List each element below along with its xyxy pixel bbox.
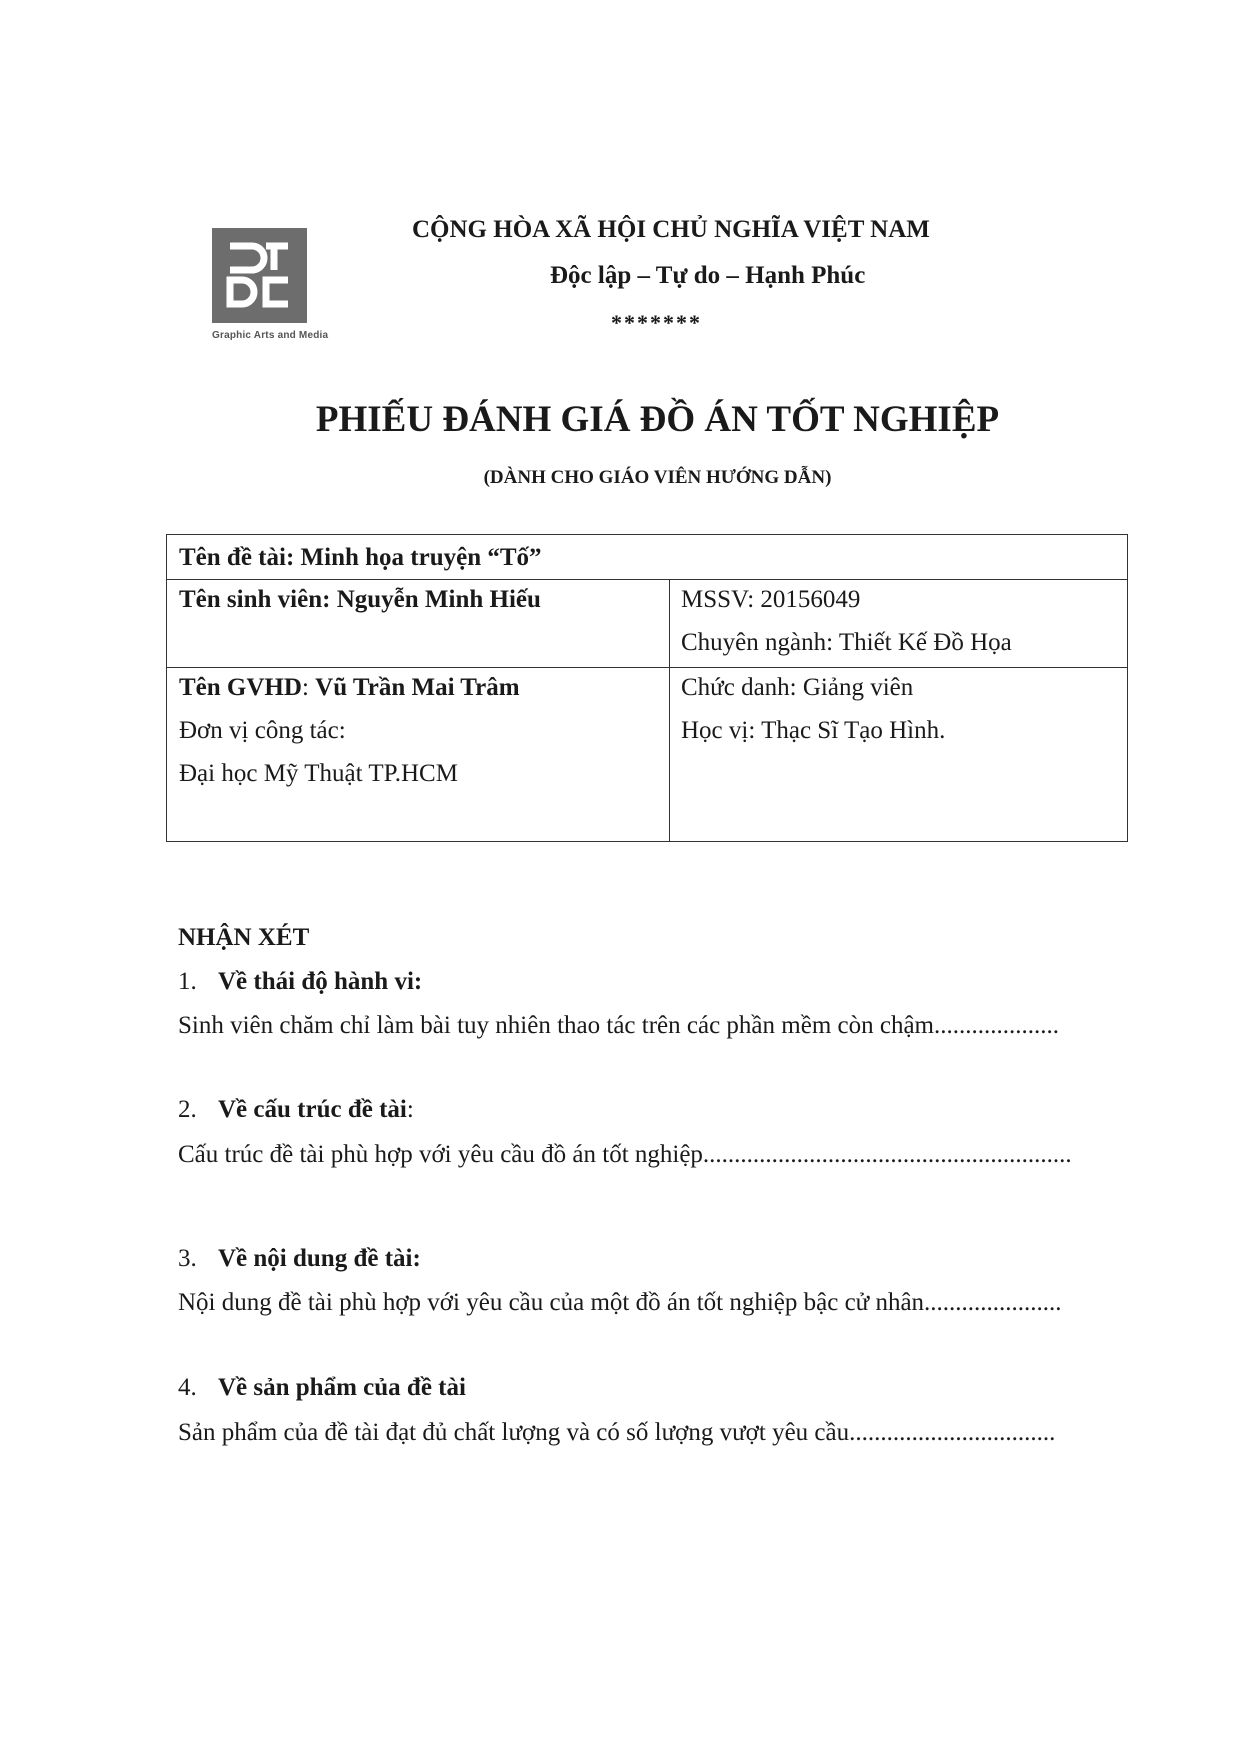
student-value: Nguyễn Minh Hiếu — [336, 586, 541, 613]
comment-4-heading — [178, 1374, 466, 1402]
supervisor-colon: : — [301, 674, 316, 701]
comment-2-number: 2. — [178, 1096, 197, 1123]
unit-label: Đơn vị công tác: — [179, 717, 346, 744]
comment-1-title: Về thái độ hành vi: — [218, 968, 423, 995]
topic-label: Tên đề tài: — [179, 544, 295, 571]
gam-logo-icon — [212, 228, 307, 323]
document-title: PHIẾU ĐÁNH GIÁ ĐỒ ÁN TỐT NGHIỆP — [315, 399, 1000, 440]
supervisor-label: Tên GVHD — [179, 674, 302, 701]
logo-caption: Graphic Arts and Media — [212, 330, 329, 341]
comment-4-title: Về sản phẩm của đề tài — [218, 1374, 466, 1401]
comment-2-title: Về cấu trúc đề tài — [218, 1096, 407, 1123]
comment-1-number: 1. — [178, 968, 197, 995]
position-field: Chức danh: Giảng viên — [681, 674, 914, 701]
country-name: CỘNG HÒA XÃ HỘI CHỦ NGHĨA VIỆT NAM — [412, 216, 930, 243]
separator-stars: ******* — [611, 310, 702, 335]
comment-2-title-suffix: : — [406, 1096, 414, 1123]
comment-3-number: 3. — [178, 1245, 197, 1272]
topic-value: Minh họa truyện “Tố” — [300, 544, 542, 571]
student-label: Tên sinh viên: — [179, 586, 331, 613]
unit-value: Đại học Mỹ Thuật TP.HCM — [179, 760, 458, 787]
comment-3-title: Về nội dung đề tài: — [218, 1245, 421, 1272]
info-table — [166, 534, 1128, 842]
table-column-divider — [669, 579, 670, 841]
degree-field: Học vị: Thạc Sĩ Tạo Hình. — [681, 717, 946, 744]
comments-heading: NHẬN XÉT — [178, 924, 310, 951]
comment-4-number: 4. — [178, 1374, 197, 1401]
supervisor-cell — [179, 673, 520, 703]
mssv-field: MSSV: 20156049 — [681, 586, 861, 613]
supervisor-value: Vũ Trần Mai Trâm — [315, 674, 520, 701]
student-cell — [179, 585, 541, 615]
table-row-divider — [167, 579, 1127, 580]
comment-1-text: Sinh viên chăm chỉ làm bài tuy nhiên thao tác trên các phần mềm còn chậm.................... — [178, 1012, 1059, 1039]
document-subtitle: (DÀNH CHO GIÁO VIÊN HƯỚNG DẪN) — [483, 467, 832, 488]
comment-2-heading — [178, 1096, 414, 1124]
table-row-divider — [167, 667, 1127, 668]
comment-4-text: Sản phẩm của đề tài đạt đủ chất lượng và có số lượng vượt yêu cầu................................. — [178, 1419, 1056, 1446]
major-field: Chuyên ngành: Thiết Kế Đồ Họa — [681, 629, 1012, 656]
comment-3-text: Nội dung đề tài phù hợp với yêu cầu của một đồ án tốt nghiệp bậc cử nhân...................... — [178, 1289, 1062, 1316]
comment-3-heading — [178, 1245, 421, 1273]
comment-1-heading — [178, 968, 422, 996]
gam-logo — [212, 228, 307, 323]
comment-2-text: Cấu trúc đề tài phù hợp với yêu cầu đồ án tốt nghiệp........................................................... — [178, 1141, 1072, 1168]
topic-cell — [179, 543, 542, 573]
national-motto: Độc lập – Tự do – Hạnh Phúc — [550, 262, 866, 289]
